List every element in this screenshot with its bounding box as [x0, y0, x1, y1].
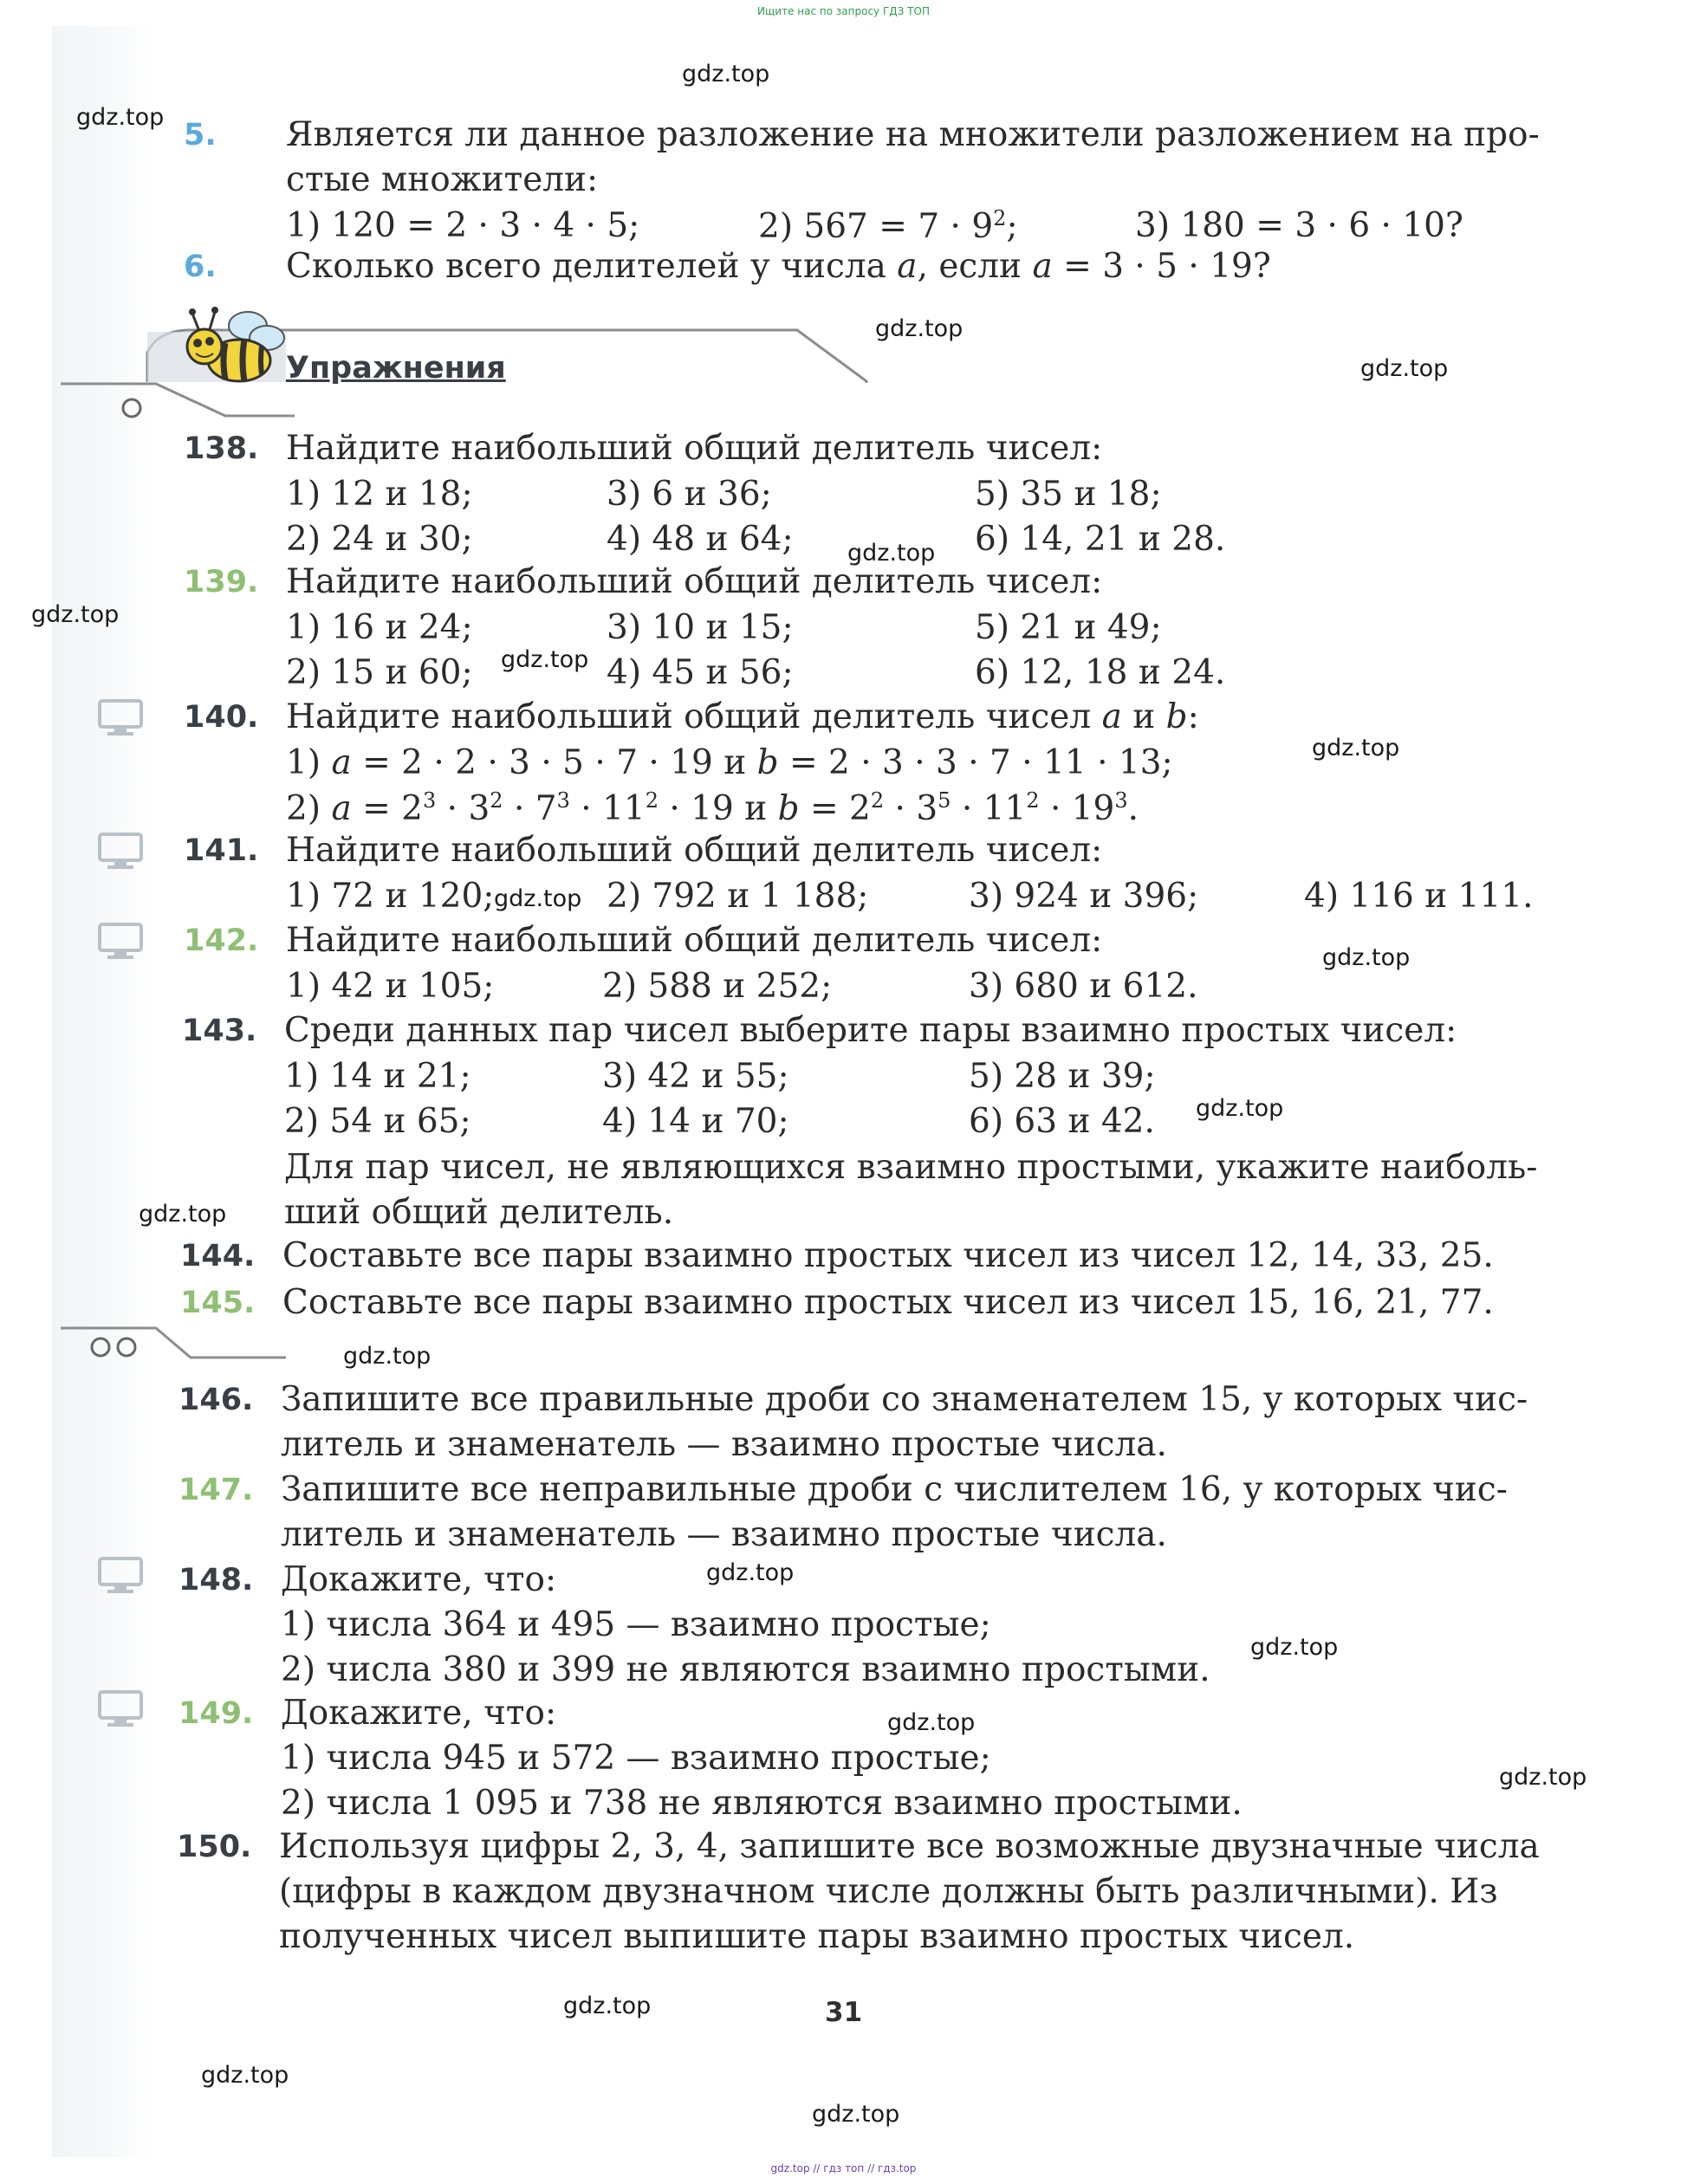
- exercise-number: 150.: [177, 1830, 252, 1864]
- exercise-text: литель и знаменатель — взаимно простые числа.: [281, 1425, 1167, 1464]
- bottom-note: gdz.top // гдз топ // гдз.top: [770, 2162, 917, 2174]
- watermark: gdz.top: [343, 1343, 431, 1370]
- option: 3) 924 и 396;: [969, 877, 1199, 916]
- bee-icon: [180, 305, 293, 387]
- exercise-text: 2) числа 1 095 и 738 не являются взаимно простыми.: [281, 1784, 1243, 1823]
- computer-icon: [97, 1556, 144, 1596]
- exercise-number: 143.: [182, 1014, 257, 1048]
- section-heading: Упражнения: [286, 351, 506, 386]
- watermark: gdz.top: [563, 1993, 652, 2019]
- watermark: gdz.top: [1196, 1095, 1284, 1122]
- exercise-note: ший общий делитель.: [284, 1193, 674, 1232]
- option: 5) 28 и 39;: [969, 1057, 1156, 1096]
- exercise-text: Найдите наибольший общий делитель чисел a и b:: [286, 697, 1199, 736]
- exercise-number: 144.: [180, 1239, 256, 1273]
- question-number: 5.: [184, 118, 217, 152]
- watermark: gdz.top: [201, 2062, 289, 2089]
- option: 2) $567 = 7 \cdot 9^2$;: [758, 206, 1018, 246]
- exercise-text: Используя цифры 2, 3, 4, запишите все возможные двузначные числа: [279, 1827, 1540, 1866]
- exercise-text: 1) числа 945 и 572 — взаимно простые;: [281, 1739, 991, 1778]
- question-number: 6.: [184, 250, 217, 284]
- exercise-number: 146.: [178, 1383, 254, 1417]
- exercise-text: Запишите все неправильные дроби с числителем 16, у которых чис-: [281, 1470, 1508, 1509]
- option: 1) 16 и 24;: [286, 608, 473, 647]
- option: 2) 24 и 30;: [286, 520, 473, 559]
- exercise-number: 138.: [184, 431, 259, 466]
- option: 3) 42 и 55;: [602, 1057, 789, 1096]
- watermark: gdz.top: [1312, 735, 1400, 761]
- exercise-number: 148.: [178, 1563, 254, 1597]
- watermark: gdz.top: [875, 315, 964, 342]
- option: 3) 10 и 15;: [607, 608, 794, 647]
- watermark: gdz.top: [31, 601, 120, 628]
- option: 4) 45 и 56;: [607, 653, 794, 692]
- exercise-text: полученных чисел выпишите пары взаимно простых чисел.: [279, 1917, 1355, 1956]
- exercise-text: Запишите все правильные дроби со знаменателем 15, у которых чис-: [281, 1380, 1528, 1419]
- exercise-text: Найдите наибольший общий делитель чисел:: [286, 831, 1103, 870]
- watermark: gdz.top: [706, 1559, 795, 1586]
- top-note: Ищите нас по запросу ГДЗ ТОП: [757, 5, 930, 17]
- exercise-number: 142.: [184, 924, 259, 958]
- option: 5) 35 и 18;: [975, 475, 1162, 514]
- watermark: gdz.top: [682, 61, 770, 87]
- option: 2) 54 и 65;: [284, 1102, 471, 1141]
- watermark: gdz.top: [76, 104, 165, 131]
- option: 1) 42 и 105;: [286, 967, 495, 1006]
- option: 1) 12 и 18;: [286, 475, 473, 514]
- exercise-text: (цифры в каждом двузначном числе должны быть различными). Из: [279, 1872, 1498, 1911]
- exercise-number: 149.: [178, 1696, 254, 1731]
- formula-line: 1) a = 2 · 2 · 3 · 5 · 7 · 19 и b = 2 · 3 · 3 · 7 · 11 · 13;: [286, 743, 1173, 782]
- computer-icon: [97, 698, 144, 738]
- exercise-text: литель и знаменатель — взаимно простые числа.: [281, 1515, 1167, 1554]
- option: 2) 588 и 252;: [602, 967, 833, 1006]
- exercise-text: Найдите наибольший общий делитель чисел:: [286, 921, 1103, 960]
- option: 1) 72 и 120;: [286, 877, 495, 916]
- option: 2) 792 и 1 188;: [607, 877, 869, 916]
- option: 5) 21 и 49;: [975, 608, 1162, 647]
- option: 6) 12, 18 и 24.: [975, 653, 1226, 692]
- watermark: gdz.top: [1499, 1764, 1587, 1791]
- watermark: gdz.top: [812, 2101, 900, 2128]
- question-text: Сколько всего делителей у числа a, если a = 3 · 5 · 19?: [286, 247, 1271, 286]
- page-number: 31: [825, 1997, 863, 2028]
- exercise-text: Найдите наибольший общий делитель чисел:: [286, 429, 1103, 468]
- watermark: gdz.top: [501, 646, 589, 673]
- exercise-text: Докажите, что:: [281, 1560, 557, 1599]
- exercise-number: 147.: [178, 1473, 254, 1507]
- option: 4) 14 и 70;: [602, 1102, 789, 1141]
- exercise-text: 2) числа 380 и 399 не являются взаимно простыми.: [281, 1650, 1210, 1689]
- exercise-text: Докажите, что:: [281, 1694, 557, 1733]
- exercise-number: 145.: [180, 1286, 256, 1320]
- exercise-text: Найдите наибольший общий делитель чисел:: [286, 562, 1103, 601]
- option: 4) 116 и 111.: [1304, 877, 1534, 916]
- computer-icon: [97, 922, 144, 962]
- exercise-text: Составьте все пары взаимно простых чисел из чисел 15, 16, 21, 77.: [282, 1283, 1494, 1322]
- watermark: gdz.top: [494, 885, 582, 912]
- option: 6) 63 и 42.: [969, 1102, 1155, 1141]
- watermark: gdz.top: [1250, 1634, 1339, 1661]
- question-text: стые множители:: [286, 160, 599, 199]
- option: 4) 48 и 64;: [607, 520, 794, 559]
- option: 6) 14, 21 и 28.: [975, 520, 1226, 559]
- question-text: Является ли данное разложение на множители разложением на про-: [286, 115, 1540, 154]
- exercise-text: Среди данных пар чисел выберите пары взаимно простых чисел:: [284, 1011, 1457, 1050]
- exercise-number: 140.: [184, 700, 259, 735]
- watermark: gdz.top: [1322, 944, 1411, 971]
- exercise-text: Составьте все пары взаимно простых чисел из чисел 12, 14, 33, 25.: [282, 1236, 1494, 1275]
- option: 3) 6 и 36;: [607, 475, 772, 514]
- watermark: gdz.top: [887, 1709, 976, 1736]
- option: 3) 180 = 3 · 6 · 10?: [1135, 206, 1463, 245]
- exercise-number: 141.: [184, 833, 259, 868]
- watermark: gdz.top: [847, 540, 936, 567]
- difficulty-divider: [61, 1321, 321, 1364]
- option: 1) 14 и 21;: [284, 1057, 471, 1096]
- formula-line: 2) $a = 2^3 \cdot 3^2 \cdot 7^3 \cdot 11^2 \cdot 19$ и $b = 2^2 \cdot 3^5 \cdot 11^2 \cdot 19^3$.: [286, 788, 1139, 828]
- computer-icon: [97, 832, 144, 872]
- exercise-text: 1) числа 364 и 495 — взаимно простые;: [281, 1605, 991, 1644]
- option: 2) 15 и 60;: [286, 653, 473, 692]
- option: 3) 680 и 612.: [969, 967, 1198, 1006]
- watermark: gdz.top: [139, 1201, 227, 1228]
- computer-icon: [97, 1689, 144, 1729]
- watermark: gdz.top: [1360, 355, 1449, 382]
- exercise-number: 139.: [184, 565, 259, 599]
- exercise-note: Для пар чисел, не являющихся взаимно простыми, укажите наиболь-: [284, 1148, 1538, 1187]
- option: 1) 120 = 2 · 3 · 4 · 5;: [286, 206, 640, 245]
